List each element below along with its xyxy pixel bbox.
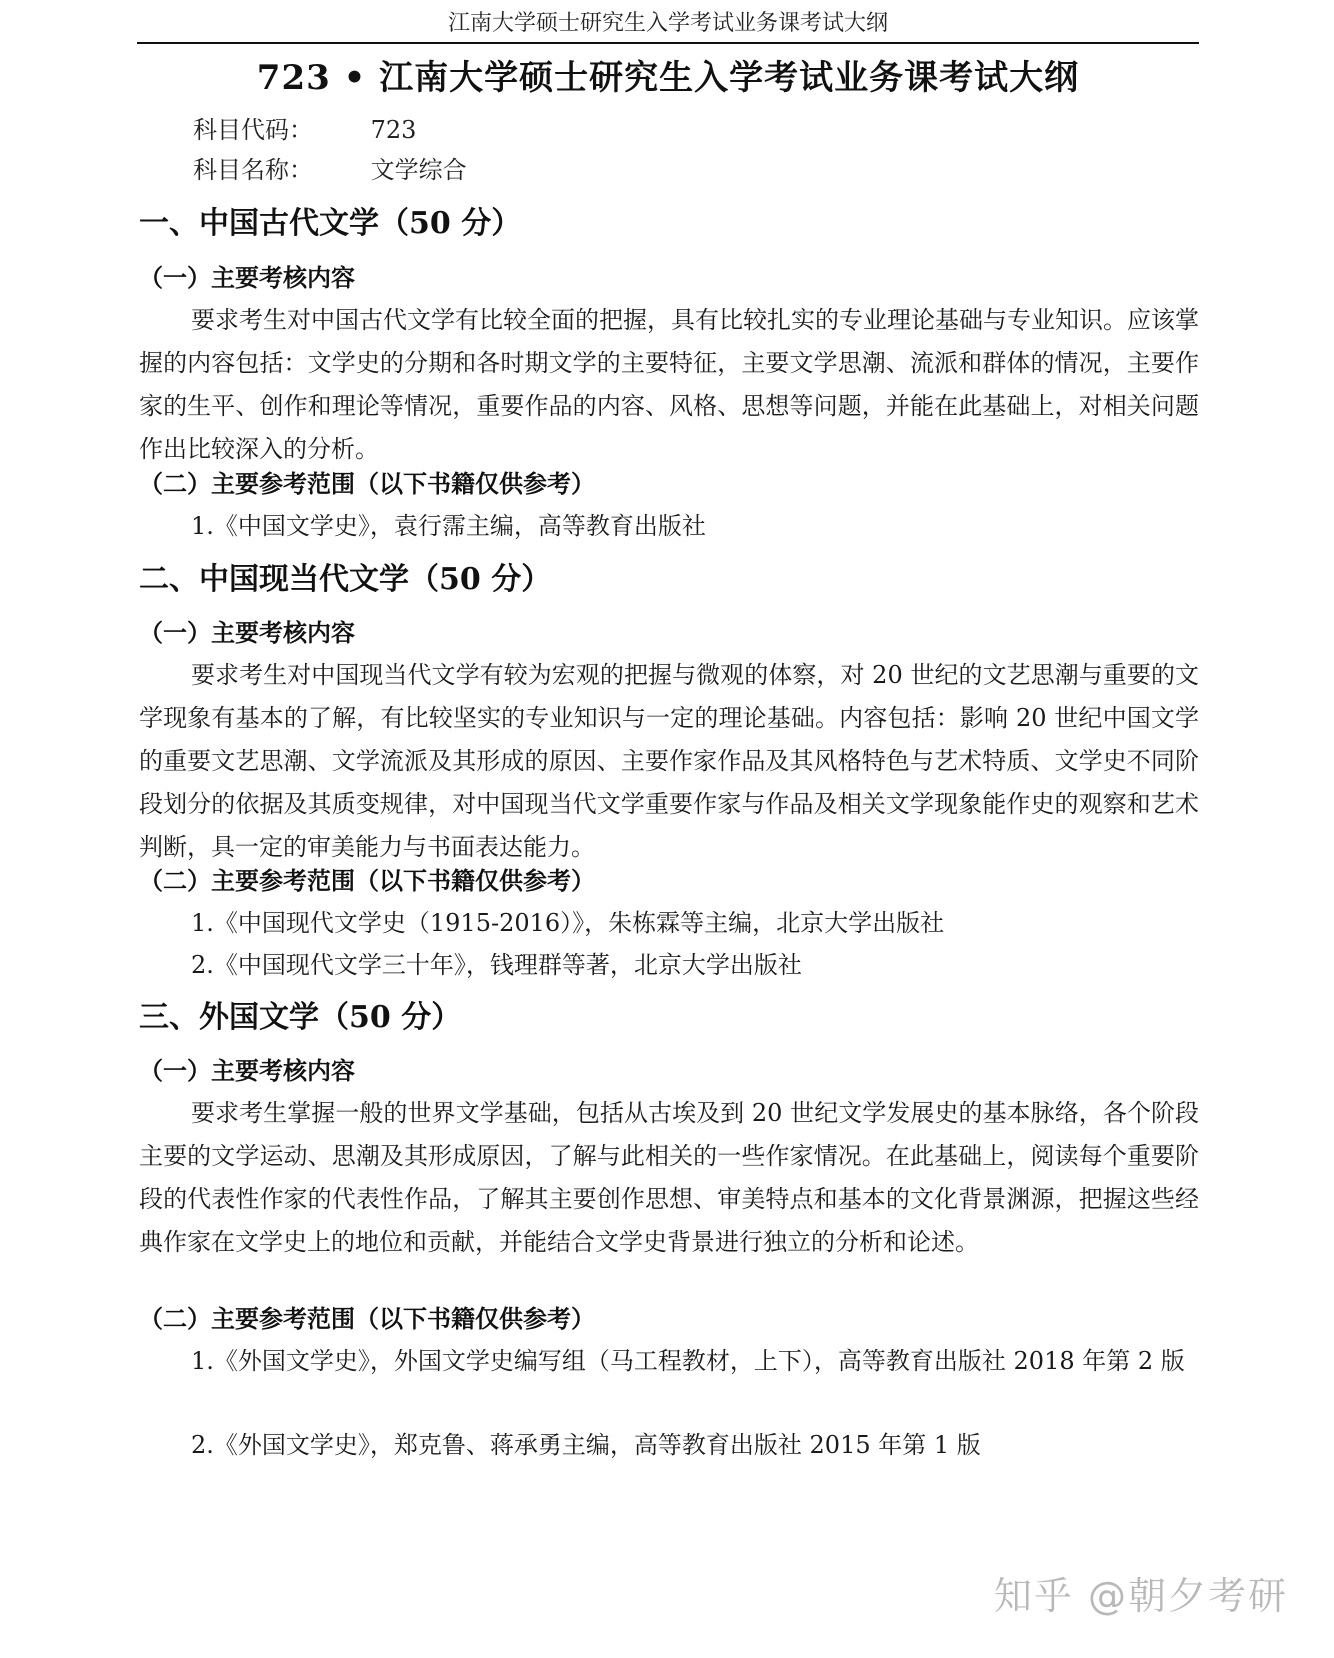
reference-item: 2.《外国文学史》，郑克鲁、蒋承勇主编，高等教育出版社 2015 年第 1 版 [191,1431,981,1459]
references-subheading: （二）主要参考范围（以下书籍仅供参考） [139,469,595,498]
section-heading-ancient-literature: 一、中国古代文学（50 分） [139,206,522,241]
subject-name-value: 文学综合 [370,156,467,184]
reference-item: 1.《外国文学史》，外国文学史编写组（马工程教材，上下），高等教育出版社 2018 年第 2 版 [191,1347,1185,1375]
content-paragraph: 要求考生对中国古代文学有比较全面的把握，具有比较扎实的专业理论基础与专业知识。应该掌握的内容包括：文学史的分期和各时期文学的主要特征，主要文学思潮、流派和群体的情况，主要作家的生平、创作和理论等情况，重要作品的内容、风格、思想等问题，并能在此基础上，对相关问题作出比较深入的分析。 [139,306,1199,463]
subject-name-row [193,154,467,186]
reference-item: 1.《中国文学史》，袁行霈主编，高等教育出版社 [191,512,706,540]
watermark: 知乎 @朝夕考研 [993,1574,1288,1618]
section-heading-modern-literature: 二、中国现当代文学（50 分） [139,562,552,597]
reference-item: 2.《中国现代文学三十年》，钱理群等著，北京大学出版社 [191,951,802,979]
subject-code-label: 科目代码： [193,116,313,144]
document-title: 723 • 江南大学硕士研究生入学考试业务课考试大纲 [256,58,1080,98]
references-subheading: （二）主要参考范围（以下书籍仅供参考） [139,1304,595,1333]
subject-code-value: 723 [370,116,417,144]
content-subheading: （一）主要考核内容 [139,263,355,292]
references-subheading: （二）主要参考范围（以下书籍仅供参考） [139,866,595,895]
reference-item: 1.《中国现代文学史（1915-2016）》，朱栋霖等主编，北京大学出版社 [191,909,945,937]
subject-name-label: 科目名称： [193,156,313,184]
content-subheading: （一）主要考核内容 [139,618,355,647]
header-rule [137,42,1199,44]
content-paragraph: 要求考生对中国现当代文学有较为宏观的把握与微观的体察，对 20 世纪的文艺思潮与重要的文学现象有基本的了解，有比较坚实的专业知识与一定的理论基础。内容包括：影响 20 世纪中国文学的重要文艺思潮、文学流派及其形成的原因、主要作家作品及其风格特色与艺术特质、文学史不同阶段划分的依据及其质变规律，对中国现当代文学重要作家与作品及相关文学现象能作史的观察和艺术判断，具一定的审美能力与书面表达能力。 [139,661,1199,861]
subject-code-row [193,114,416,146]
section-heading-foreign-literature: 三、外国文学（50 分） [139,1000,462,1035]
content-paragraph: 要求考生掌握一般的世界文学基础，包括从古埃及到 20 世纪文学发展史的基本脉络，各个阶段主要的文学运动、思潮及其形成原因，了解与此相关的一些作家情况。在此基础上，阅读每个重要阶段的代表性作家的代表性作品，了解其主要创作思想、审美特点和基本的文化背景渊源，把握这些经典作家在文学史上的地位和贡献，并能结合文学史背景进行独立的分析和论述。 [139,1099,1199,1256]
running-header: 江南大学硕士研究生入学考试业务课考试大纲 [447,11,888,36]
content-subheading: （一）主要考核内容 [139,1056,355,1085]
